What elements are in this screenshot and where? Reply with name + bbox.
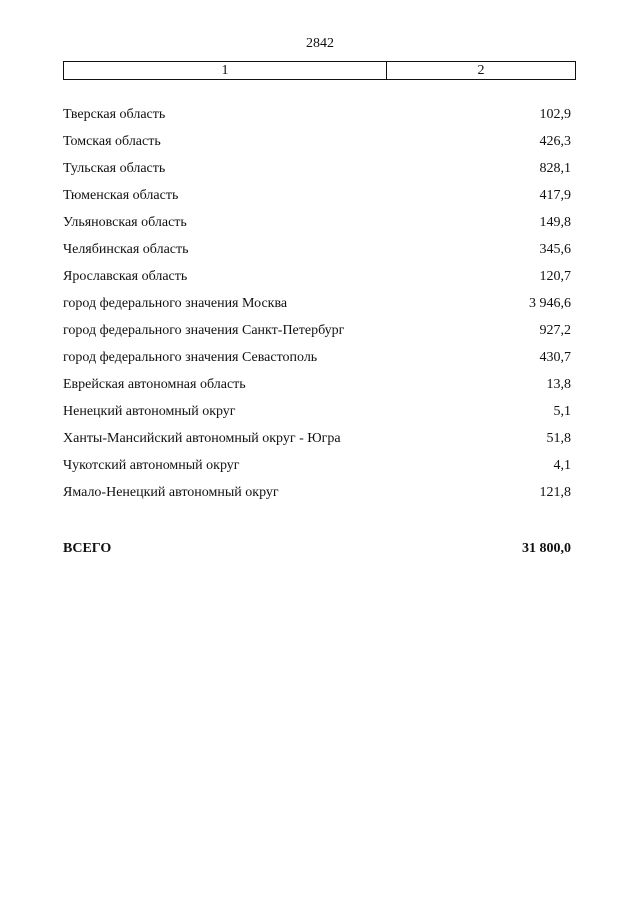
column-header-table [63,61,576,80]
region-list [63,106,571,511]
region-value: 426,3 [539,134,571,149]
total-row [63,540,571,558]
region-value: 345,6 [539,242,571,257]
region-value: 121,8 [539,485,571,500]
region-name: город федерального значения Санкт-Петербург [63,323,345,338]
region-name: Ямало-Ненецкий автономный округ [63,485,279,500]
table-row [63,322,571,349]
region-value: 102,9 [539,107,571,122]
table-row [63,214,571,241]
region-name: Тверская область [63,107,166,122]
region-value: 828,1 [539,161,571,176]
region-value: 417,9 [539,188,571,203]
region-name: Ярославская область [63,269,188,284]
region-value: 149,8 [539,215,571,230]
table-row [63,241,571,268]
table-row [63,295,571,322]
region-value: 4,1 [553,458,571,473]
table-row [63,160,571,187]
region-name: Ханты-Мансийский автономный округ - Югра [63,431,341,446]
region-value: 13,8 [546,377,571,392]
region-name: Томская область [63,134,161,149]
region-name: Челябинская область [63,242,189,257]
region-name: Тульская область [63,161,166,176]
region-value: 430,7 [539,350,571,365]
region-value: 3 946,6 [529,296,571,311]
table-row [63,376,571,403]
table-row [63,457,571,484]
table-row [63,484,571,511]
region-name: Тюменская область [63,188,179,203]
region-name: Ульяновская область [63,215,187,230]
table-row [63,403,571,430]
total-label: ВСЕГО [63,541,112,556]
table-row [63,268,571,295]
region-name: Ненецкий автономный округ [63,404,236,419]
column-header-2: 2 [477,63,485,78]
region-name: Еврейская автономная область [63,377,246,392]
region-name: Чукотский автономный округ [63,458,240,473]
region-value: 120,7 [539,269,571,284]
table-row [63,133,571,160]
region-value: 5,1 [553,404,571,419]
table-row [63,187,571,214]
region-name: город федерального значения Севастополь [63,350,318,365]
table-row [63,106,571,133]
table-row [63,430,571,457]
table-row [63,349,571,376]
column-header-1: 1 [64,62,387,79]
total-value: 31 800,0 [522,541,571,556]
region-value: 51,8 [546,431,571,446]
region-name: город федерального значения Москва [63,296,288,311]
region-value: 927,2 [539,323,571,338]
page-number: 2842 [306,36,334,51]
